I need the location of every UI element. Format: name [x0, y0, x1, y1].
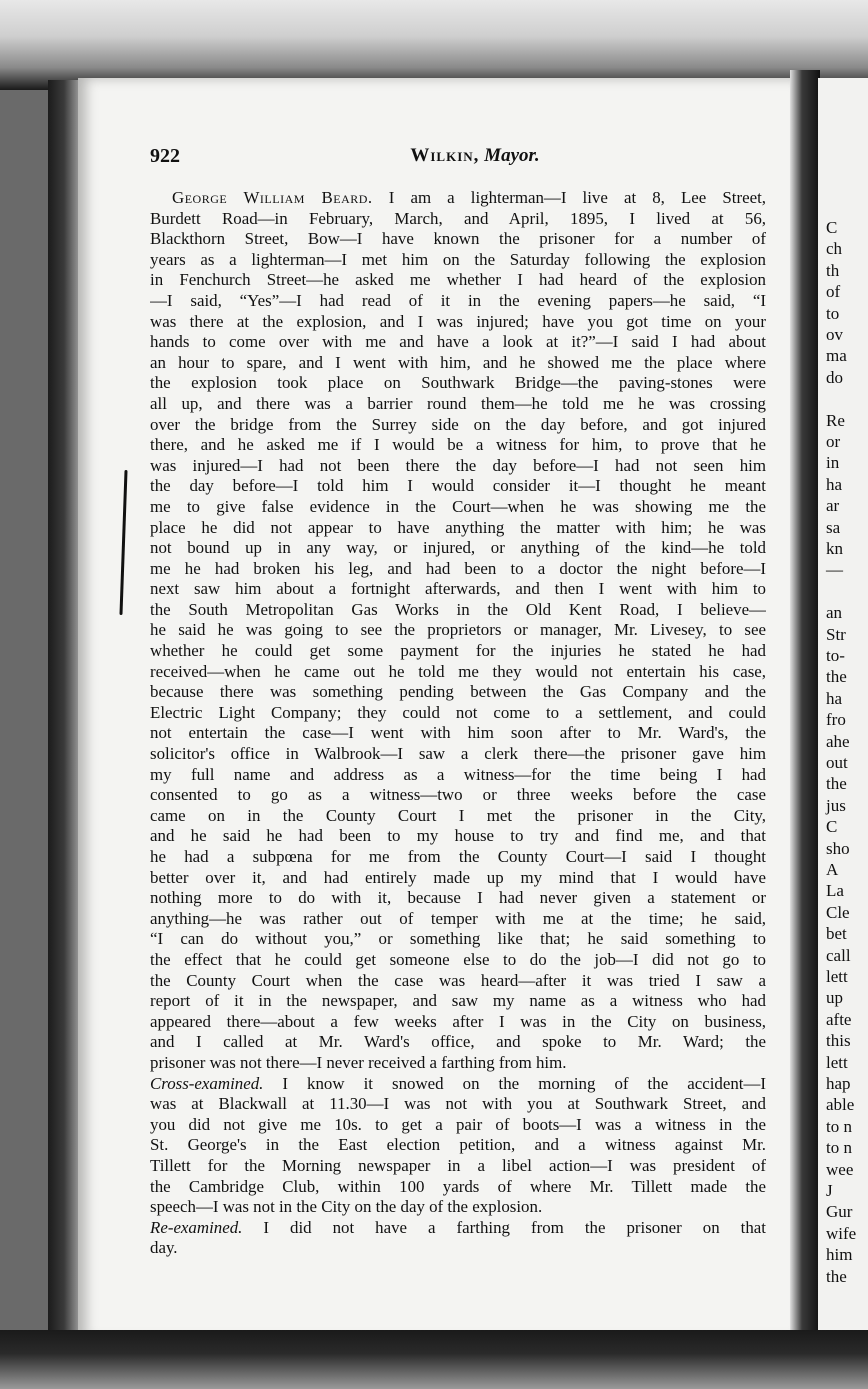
facing-page-fragment: sho	[826, 838, 850, 858]
line-text: years as a lighterman—I met him on the Saturday following the explosion	[150, 249, 766, 269]
text-line	[150, 744, 766, 765]
facing-page-fragment: jus	[826, 795, 846, 815]
facing-page-fragment: an	[826, 603, 843, 623]
line-text: not entertain the case—I went with him soon after to Mr. Ward's, the	[150, 723, 766, 743]
line-text: and he said he had been to my house to try and find me, and that	[150, 826, 766, 846]
line-text: the effect that he could get someone else to do the job—I did not go to	[150, 949, 766, 969]
line-text: me to give false evidence in the Court—when he was showing me the	[150, 496, 766, 516]
facing-page-fragment: ov	[826, 325, 843, 344]
text-line	[150, 806, 766, 827]
text-line	[150, 188, 766, 209]
facing-page-fragment: in	[826, 453, 840, 473]
facing-page-fragment: kn	[826, 539, 843, 558]
text-line	[150, 971, 766, 992]
line-text: there, and he asked me if I would be a witness for him, to prove that he	[150, 435, 766, 455]
text-line	[150, 435, 766, 456]
text-line	[150, 373, 766, 394]
text-line	[150, 1156, 766, 1177]
text-line	[150, 847, 766, 868]
text-line	[150, 312, 766, 333]
facing-page-fragment: lett	[826, 1052, 848, 1072]
line-text: solicitor's office in Walbrook—I saw a clerk there—the prisoner gave him	[150, 744, 766, 764]
line-text: was at Blackwall at 11.30—I was not with you at Southwark Street, and	[150, 1094, 766, 1114]
text-line	[150, 1238, 766, 1259]
line-text: was injured—I had not been there the day before—I had not seen him	[150, 455, 766, 475]
facing-page-fragment: able	[826, 1095, 855, 1115]
text-line	[150, 1053, 766, 1074]
text-line	[150, 229, 766, 250]
paragraph-lead: Re-examined.	[150, 1217, 243, 1237]
scanner-top-edge	[0, 0, 868, 90]
text-line	[150, 765, 766, 786]
text-line	[150, 1177, 766, 1198]
line-text: I am a lighterman—I live at 8, Lee Street,	[372, 188, 766, 207]
line-text: me he had broken his leg, and had been to a doctor the night before—I	[150, 558, 766, 578]
facing-page-fragment: ha	[826, 688, 843, 708]
facing-page-fragment: hap	[826, 1074, 851, 1093]
text-line	[150, 703, 766, 724]
text-line	[150, 1094, 766, 1115]
facing-page-fragment: C	[826, 218, 838, 237]
text-line	[150, 415, 766, 436]
line-text: St. George's in the East election petition, and a witness against Mr.	[150, 1135, 766, 1155]
text-line	[150, 662, 766, 683]
line-text: the Cambridge Club, within 100 yards of where Mr. Tillett made the	[150, 1176, 766, 1196]
text-line	[150, 641, 766, 662]
line-text: received—when he came out he told me they would not entertain his case,	[150, 661, 766, 681]
facing-page-fragment: sa	[826, 517, 841, 537]
line-text: he said he was going to see the proprietors or manager, Mr. Livesey, to see	[150, 620, 766, 640]
text-line	[150, 332, 766, 353]
facing-page-fragment: A	[826, 860, 839, 879]
line-text: better over it, and had entirely made up my mind that I would have	[150, 867, 766, 887]
facing-page-fragment: ma	[826, 346, 847, 366]
text-line	[150, 888, 766, 909]
text-line	[150, 1074, 766, 1095]
facing-page-fragment: ha	[826, 474, 843, 494]
paragraph-lead: George William Beard.	[172, 188, 373, 207]
text-line	[150, 1197, 766, 1218]
text-line	[150, 1032, 766, 1053]
line-text: Tillett for the Morning newspaper in a libel action—I was president of	[150, 1155, 766, 1175]
facing-page-fragment: to n	[826, 1116, 852, 1136]
text-line	[150, 826, 766, 847]
page-header	[150, 145, 770, 173]
line-text: —I said, “Yes”—I had read of it in the evening papers—he said, “I	[150, 290, 766, 310]
facing-page-fragment: ch	[826, 239, 843, 259]
line-text: came on in the County Court I met the prisoner in the City,	[150, 805, 766, 825]
line-text: next saw him about a fortnight afterwards, and then I went with him to	[150, 579, 766, 599]
text-line	[150, 579, 766, 600]
facing-page-fragment: Cle	[826, 902, 850, 922]
text-line	[150, 559, 766, 580]
line-text: in Fenchurch Street—he asked me whether I had heard of the explosion	[150, 270, 766, 290]
line-text: I did not have a farthing from the prisoner on that	[242, 1217, 766, 1237]
text-line	[150, 1012, 766, 1033]
text-line	[150, 497, 766, 518]
line-text: was there at the explosion, and I was injured; have you got time on your	[150, 311, 766, 331]
facing-page-fragment: to	[826, 303, 840, 323]
text-line	[150, 456, 766, 477]
line-text: because there was something pending between the Gas Company and the	[150, 682, 766, 702]
text-line	[150, 682, 766, 703]
line-text: speech—I was not in the City on the day of the explosion.	[150, 1197, 543, 1217]
facing-page-fragment: to-	[826, 646, 845, 665]
text-line	[150, 394, 766, 415]
facing-page-fragment: Re	[826, 410, 845, 430]
facing-page-fragment: call	[826, 945, 851, 965]
line-text: the explosion took place on Southwark Bridge—the paving-stones were	[150, 373, 766, 393]
line-text: and I called at Mr. Ward's office, and spoke to Mr. Ward; the	[150, 1032, 766, 1052]
line-text: the County Court when the case was heard—after it was tried I saw a	[150, 970, 766, 990]
line-text: whether he could get some payment for the injuries he stated he had	[150, 641, 766, 661]
facing-page-fragment: of	[826, 282, 841, 302]
line-text: Blackthorn Street, Bow—I have known the prisoner for a number of	[150, 229, 766, 249]
line-text: I know it snowed on the morning of the accident—I	[263, 1073, 766, 1093]
line-text: nothing more to do with it, because I had never given a statement or	[150, 888, 766, 908]
facing-page-fragment: afte	[826, 1009, 852, 1029]
facing-page-fragment: C	[826, 817, 838, 837]
line-text: Electric Light Company; they could not come to a settlement, and could	[150, 702, 766, 722]
line-text: not bound up in any way, or injured, or anything of the kind—he told	[150, 538, 766, 558]
facing-page-fragment: the	[826, 774, 847, 794]
facing-page-fragment: the	[826, 667, 847, 687]
facing-page-fragment: up	[826, 988, 843, 1008]
facing-page-fragment: ar	[826, 496, 840, 516]
text-line	[150, 1135, 766, 1156]
text-line	[150, 785, 766, 806]
text-line	[150, 291, 766, 312]
line-text: all up, and there was a barrier round them—he told me he was crossing	[150, 393, 766, 413]
facing-page-fragment: the	[826, 1266, 847, 1286]
line-text: hands to come over with me and have a look at it?”—I said I had about	[150, 332, 766, 352]
text-line	[150, 950, 766, 971]
text-line	[150, 620, 766, 641]
facing-page-fragment: —	[826, 560, 843, 580]
facing-page-fragment: J	[826, 1181, 833, 1200]
line-text: the day before—I told him I would consider it—I thought he meant	[150, 476, 766, 496]
facing-page-fragment: him	[826, 1245, 853, 1265]
facing-page-fragment: La	[826, 881, 844, 901]
text-line	[150, 868, 766, 889]
text-line	[150, 600, 766, 621]
facing-page-fragment: Str	[826, 624, 846, 644]
facing-page-edge	[818, 78, 868, 1340]
running-head-name: Wilkin,	[410, 145, 480, 166]
running-head-title: Mayor.	[484, 145, 540, 166]
facing-page-fragment: out	[826, 753, 848, 772]
facing-page-fragment: wee	[826, 1159, 854, 1179]
text-line	[150, 909, 766, 930]
text-line	[150, 1218, 766, 1239]
line-text: he had a subpœna for me from the County Court—I said I thought	[150, 847, 766, 866]
facing-page-fragment: ahe	[826, 731, 850, 751]
book-gutter	[790, 70, 820, 1350]
text-line	[150, 929, 766, 950]
facing-page-fragment: wife	[826, 1223, 857, 1243]
running-head	[150, 145, 770, 167]
line-text: day.	[150, 1238, 178, 1258]
facing-page-fragment: do	[826, 367, 843, 387]
text-line	[150, 991, 766, 1012]
facing-page-fragment: Gur	[826, 1202, 853, 1222]
text-line	[150, 723, 766, 744]
line-text: anything—he was rather out of temper with me at the time; he said,	[150, 908, 766, 928]
line-text: Burdett Road—in February, March, and April, 1895, I lived at 56,	[150, 208, 766, 228]
facing-page-fragment: this	[826, 1031, 851, 1051]
line-text: report of it in the newspaper, and saw my name as a witness who had	[150, 991, 766, 1011]
facing-page-fragment: to n	[826, 1138, 852, 1158]
line-text: consented to go as a witness—two or three weeks before the case	[150, 785, 766, 805]
paragraph-lead: Cross-examined.	[150, 1073, 264, 1093]
page-number: 922	[150, 145, 180, 167]
line-text: over the bridge from the Surrey side on the day before, and got injured	[150, 414, 766, 434]
line-text: an hour to spare, and I went with him, and he showed me the place where	[150, 352, 766, 372]
line-text: my full name and address as a witness—for the time being I had	[150, 764, 766, 784]
text-line	[150, 250, 766, 271]
text-line	[150, 270, 766, 291]
facing-page-fragment: bet	[826, 924, 847, 944]
facing-page-fragment: fro	[826, 710, 846, 730]
text-line	[150, 1115, 766, 1136]
text-line	[150, 518, 766, 539]
text-line	[150, 476, 766, 497]
line-text: the South Metropolitan Gas Works in the Old Kent Road, I believe—	[150, 599, 766, 619]
facing-page-fragment: lett	[826, 967, 848, 986]
line-text: appeared there—about a few weeks after I was in the City on business,	[150, 1011, 766, 1031]
facing-page-fragment: th	[826, 260, 840, 280]
text-line	[150, 538, 766, 559]
testimony-text	[150, 188, 766, 1259]
line-text: prisoner was not there—I never received a farthing from him.	[150, 1052, 567, 1072]
scanner-bottom-edge	[0, 1330, 868, 1389]
facing-page-fragment: or	[826, 432, 841, 451]
text-line	[150, 353, 766, 374]
line-text: “I can do without you,” or something like that; he said something to	[150, 929, 766, 949]
line-text: you did not give me 10s. to get a pair of boots—I was a witness in the	[150, 1114, 766, 1134]
line-text: place he did not appear to have anything the matter with him; he was	[150, 517, 766, 537]
text-line	[150, 209, 766, 230]
